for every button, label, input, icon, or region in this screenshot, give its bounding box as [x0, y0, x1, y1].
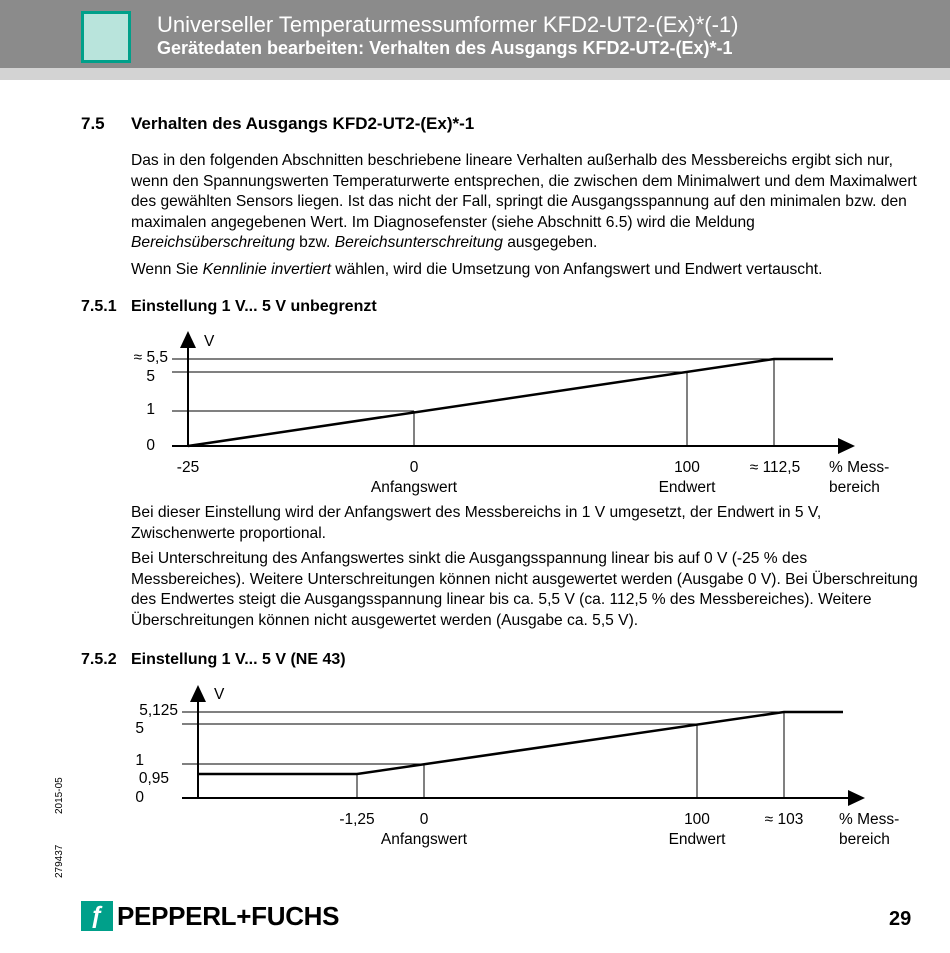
chart-2-y-unit: V [214, 686, 225, 703]
chart-2-xtick-100: 100 [684, 811, 710, 828]
subsection-2-number: 7.5.2 [81, 651, 117, 668]
invert-text-1: Wenn Sie [131, 261, 203, 278]
chart-2-x-arrow-icon [848, 790, 865, 806]
header-band [0, 68, 950, 80]
chart-1-xtick-0: 0 [409, 459, 419, 476]
chart-2-ytick-5: 5 [135, 720, 144, 737]
chart-1-xtick-100: 100 [674, 459, 700, 476]
intro-text-1: Das in den folgenden Abschnitten beschriebene lineare Verhalten außerhalb des Messbereichs ergibt sich nur, wenn den Spannungswerten Temperaturwerte entsprechen, die zwischen dem Minimalwert und dem Maximalwert des gewählten Sensors liegen. Ist das nicht der Fall, springt die Ausgangsspannung auf den minimalen bzw. den maximalen angegebenen Wert. Im Diagnosefenster (siehe Abschnitt 6.5) wird die Meldung [131, 152, 917, 231]
chart-1-y-arrow-icon [180, 331, 196, 348]
chart-1-label-end: Endwert [658, 479, 716, 496]
subsection-1-title: Einstellung 1 V... 5 V unbegrenzt [131, 298, 377, 315]
pepperl-fuchs-logo-icon: ƒ [81, 901, 113, 931]
invert-term: Kennlinie invertiert [202, 261, 331, 278]
side-code-doc: 279437 [54, 844, 65, 878]
sub1-paragraph-1: Bei dieser Einstellung wird der Anfangswert des Messbereichs in 1 V umgesetzt, der Endwert in 5 V, Zwischenwerte proportional. [131, 504, 822, 542]
chart-2-xtick-minus1_25: -1,25 [339, 811, 375, 828]
chart-1-ytick-0: 0 [146, 437, 155, 454]
chart-1-x-arrow-icon [838, 438, 855, 454]
intro-text-3: ausgegeben. [502, 234, 598, 251]
intro-term-overrange: Bereichsüberschreitung [131, 234, 295, 251]
chart-1-x-unit-2: bereich [829, 479, 880, 496]
side-code-year: 2015-05 [54, 777, 65, 814]
chart-2-xtick-103: ≈ 103 [764, 811, 804, 828]
chart-2-ytick-0: 0 [135, 789, 144, 806]
page-number: 29 [889, 908, 912, 930]
chart-2-characteristic-line [198, 712, 843, 774]
chart-2-label-end: Endwert [668, 831, 726, 848]
chart-1-ytick-5: 5 [146, 368, 155, 385]
chart-2-x-unit: % Mess- [839, 811, 900, 828]
chart-2-xtick-0: 0 [419, 811, 429, 828]
chart-1 [0, 325, 950, 500]
invert-paragraph [131, 260, 921, 281]
company-logo [81, 899, 339, 933]
chart-2-y-arrow-icon [190, 685, 206, 702]
chart-1-ytick-1: 1 [146, 401, 155, 418]
logo-text: PEPPERL+FUCHS [117, 900, 340, 931]
invert-text-2: wählen, wird die Umsetzung von Anfangswert und Endwert vertauscht. [330, 261, 823, 278]
header-square-icon [81, 11, 131, 63]
chart-2-ytick-1: 1 [135, 752, 144, 769]
chart-2-ytick-5_125: 5,125 [139, 702, 178, 719]
section-title: Verhalten des Ausgangs KFD2-UT2-(Ex)*-1 [131, 114, 475, 133]
chart-1-label-start: Anfangswert [370, 479, 458, 496]
section-intro [131, 151, 921, 254]
chart-2 [0, 678, 950, 850]
intro-term-underrange: Bereichsunterschreitung [334, 234, 503, 251]
chart-1-y-unit: V [204, 333, 215, 350]
subsection-1-number: 7.5.1 [81, 298, 117, 315]
chart-1-xtick-minus25: -25 [176, 459, 200, 476]
chart-2-x-unit-2: bereich [839, 831, 890, 848]
sub1-paragraph-2: Bei Unterschreitung des Anfangswertes sinkt die Ausgangsspannung linear bis auf 0 V (-25 % des Messbereiches). Weitere Unterschreitungen können nicht ausgewertet werden (Ausgabe 0 V). Bei Überschreitung des Endwertes steigt die Ausgangsspannung linear bis ca. 5,5 V (ca. 112,5 % des Messbereiches). Weitere Überschreitungen können nicht ausgewertet werden (Ausgabe ca. 5,5 V). [131, 550, 918, 629]
chart-1-xtick-112_5: ≈ 112,5 [749, 459, 801, 476]
chart-1-x-unit: % Mess- [829, 459, 890, 476]
intro-text-2: bzw. [294, 234, 335, 251]
header-title: Universeller Temperaturmessumformer KFD2-UT2-(Ex)*(-1) [157, 12, 739, 37]
subsection-2-title: Einstellung 1 V... 5 V (NE 43) [131, 651, 346, 668]
chart-1-ytick-5_5: ≈ 5,5 [133, 349, 168, 366]
section-number: 7.5 [81, 114, 105, 133]
chart-2-label-start: Anfangswert [380, 831, 468, 848]
chart-2-ytick-0_95: 0,95 [138, 770, 169, 787]
header-subtitle: Gerätedaten bearbeiten: Verhalten des Ausgangs KFD2-UT2-(Ex)*-1 [157, 38, 733, 58]
